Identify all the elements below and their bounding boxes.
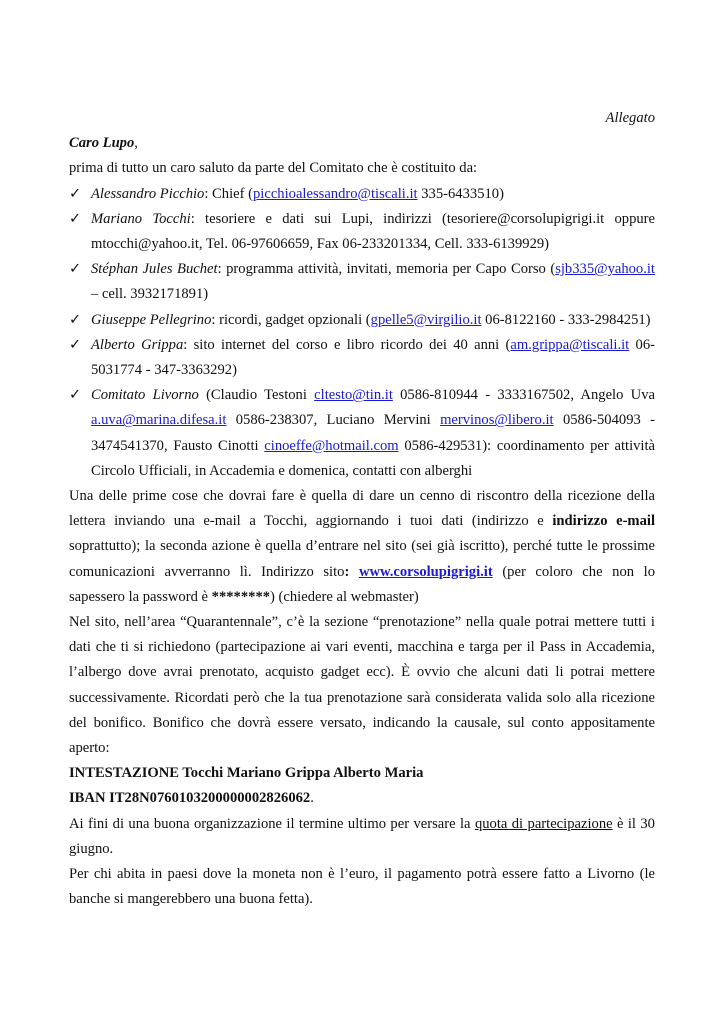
list-item [69, 308, 655, 333]
colon: : [344, 563, 359, 580]
underlined-text: quota di partecipazione [474, 815, 613, 832]
livorno-text: (Claudio Testoni [198, 387, 315, 404]
list-item [69, 207, 655, 257]
checkmark-icon: ✓ [69, 261, 82, 278]
livorno-name: Comitato Livorno [91, 387, 199, 404]
member-name: Giuseppe Pellegrino [91, 311, 212, 328]
checkmark-icon: ✓ [69, 311, 82, 328]
site-link[interactable]: www.corsolupigrigi.it [358, 563, 493, 580]
allegato-label: Allegato [605, 110, 655, 126]
checkmark-icon: ✓ [69, 387, 82, 404]
para-text: soprattutto); la seconda azione è quella d’entrare nel sito (sei già iscritto), perché tutte le prossime comunicazioni avverranno lì. Indirizzo sito [69, 538, 655, 580]
paragraph-payment: Per chi abita in paesi dove la moneta non è l’euro, il pagamento potrà essere fatto a Livorno (le banche si mangerebbero una buona fetta). [69, 866, 655, 908]
uva-email-link[interactable]: a.uva@marina.difesa.it [91, 412, 227, 429]
member-role: : sito internet del corso e libro ricordo dei 40 anni ( [183, 336, 511, 353]
letter-page [69, 106, 655, 913]
email-emphasis: indirizzo e-mail [552, 513, 655, 530]
member-phone: 335-6433510) [417, 185, 504, 202]
intestazione-line [69, 761, 655, 786]
iban-dot: . [310, 790, 314, 807]
para-text: è il 30 giugno. [69, 815, 655, 857]
testoni-email-link[interactable]: cltesto@tin.it [314, 387, 393, 404]
paragraph-deadline [69, 812, 655, 862]
list-item [69, 333, 655, 383]
member-role: : Chief ( [204, 185, 253, 202]
paragraph-instructions [69, 484, 655, 610]
mervini-email-link[interactable]: mervinos@libero.it [440, 412, 554, 429]
greeting-name: Caro Lupo [69, 135, 135, 152]
member-name: Mariano Tocchi [91, 210, 191, 227]
member-phone: – cell. 3932171891) [91, 286, 209, 303]
livorno-text: 0586-429531): coordinamento per attività Circolo Ufficiali, in Accademia e domenica, contatti con alberghi [91, 437, 656, 479]
para-text: Una delle prime cose che dovrai fare è quella di dare un cenno di riscontro della ricezione della lettera inviando una e-mail a Tocchi, aggiornando i tuoi dati (indirizzo e [69, 488, 655, 530]
greeting [69, 131, 655, 156]
para-text: ) (chiedere al webmaster) [270, 588, 419, 605]
member-name: Alberto Grippa [91, 336, 184, 353]
paragraph-prenotazione: Nel sito, nell’area “Quarantennale”, c’è la sezione “prenotazione” nella quale potrai mettere tutti i dati che ti si richiedono (partecipazione ai vari eventi, macchina e targa per il Pass in Accademia, l’albergo dove avrai prenotato, acquisto gadget ecc). È ovvio che alcuni dati li potrai mettere successivamente. Ricordati però che la tua prenotazione sarà considerata valida solo alla ricezione del bonifico. Bonifico che dovrà essere versato, indicando la causale, sul conto appositamente aperto: [69, 614, 655, 757]
para-text: Ai fini di una buona organizzazione il termine ultimo per versare la [69, 815, 475, 832]
checkmark-icon: ✓ [69, 185, 82, 202]
list-item [69, 182, 655, 207]
livorno-text: 0586-810944 - 3333167502, Angelo Uva [392, 387, 655, 404]
livorno-text: 0586-238307, Luciano Mervini [226, 412, 441, 429]
list-item [69, 257, 655, 307]
list-item [69, 383, 655, 484]
committee-list [69, 182, 655, 484]
iban-line [69, 786, 655, 811]
cinotti-email-link[interactable]: cinoeffe@hotmail.com [264, 437, 399, 454]
livorno-text: 0586-504093 - 3474541370, Fausto Cinotti [91, 412, 655, 454]
intro-text: prima di tutto un caro saluto da parte del Comitato che è costituito da: [69, 160, 478, 177]
member-role: : ricordi, gadget opzionali ( [211, 311, 371, 328]
member-phone: 06-8122160 - 333-2984251) [481, 311, 651, 328]
iban-text: IBAN IT28N0760103200000002826062 [69, 790, 311, 807]
password-mask: ******** [211, 588, 271, 605]
member-email-link[interactable]: am.grippa@tiscali.it [510, 336, 630, 353]
member-name: Alessandro Picchio [91, 185, 205, 202]
member-email-link[interactable]: picchioalessandro@tiscali.it [253, 185, 418, 202]
checkmark-icon: ✓ [69, 210, 82, 227]
member-name: Stéphan Jules Buchet [91, 261, 218, 278]
member-phone: 06-5031774 - 347-3363292) [91, 336, 655, 379]
member-email-link[interactable]: gpelle5@virgilio.it [370, 311, 482, 328]
greeting-comma: , [134, 135, 138, 152]
checkmark-icon: ✓ [69, 336, 82, 353]
intestazione-text: INTESTAZIONE Tocchi Mariano Grippa Alberto Maria [69, 765, 424, 782]
member-role: : tesoriere e dati sui Lupi, indirizzi (tesoriere@corsolupigrigi.it oppure mtocchi@yahoo.it, Tel. 06-97606659, Fax 06-233201334, Cell. 333-6139929) [91, 210, 655, 253]
para-text: (per coloro che non lo sapessero la password è [69, 563, 655, 605]
member-role: : programma attività, invitati, memoria per Capo Corso ( [217, 261, 556, 278]
member-email-link[interactable]: sjb335@yahoo.it [555, 261, 655, 278]
